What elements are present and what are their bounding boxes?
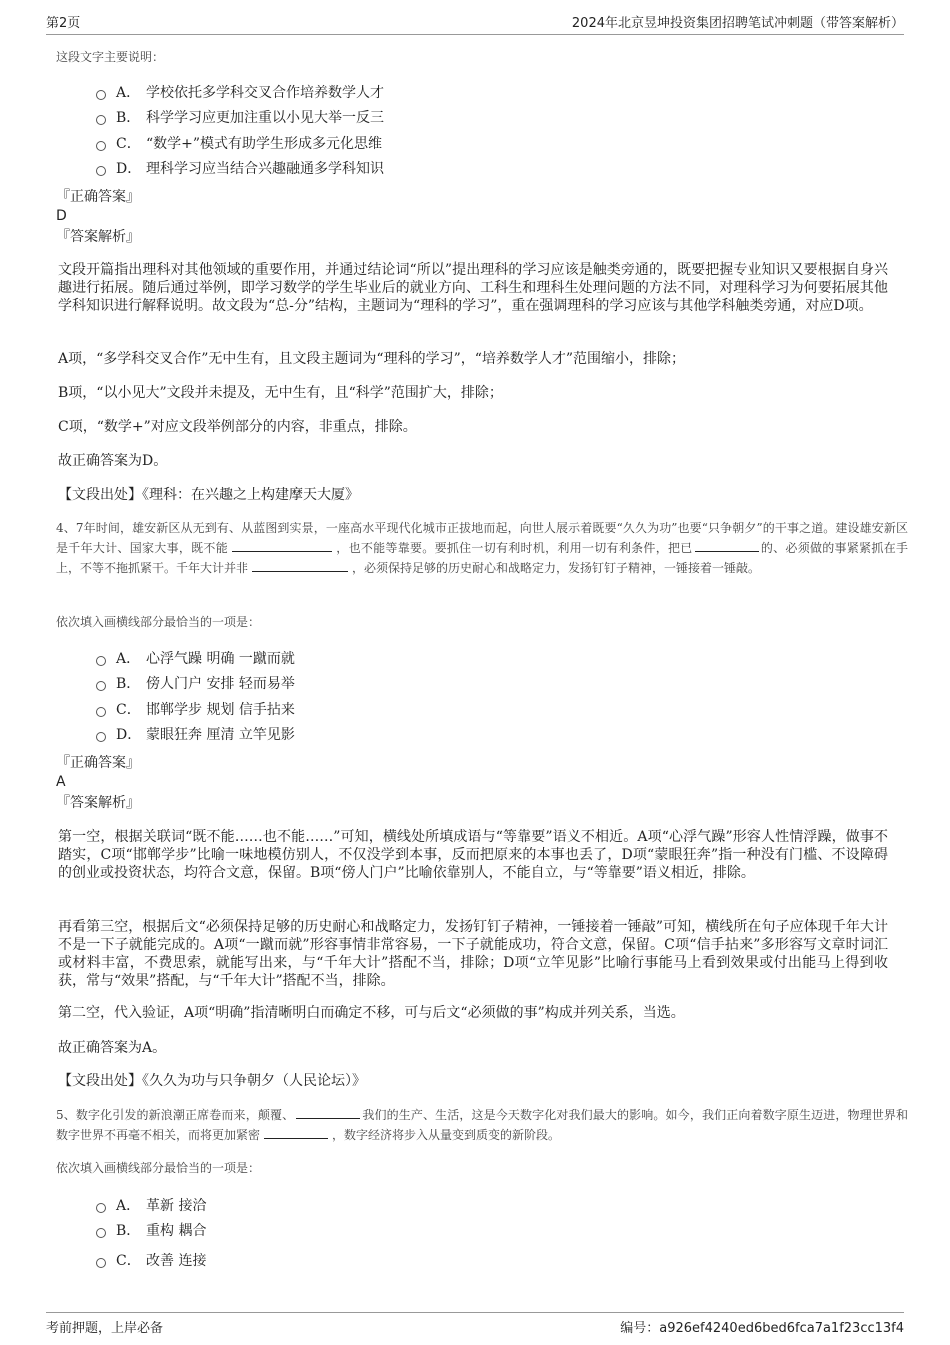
q3-stem-tail: 这段文字主要说明： (56, 50, 165, 64)
q4-analysis-p4: 故正确答案为A。 (58, 1040, 167, 1056)
radio-icon[interactable] (96, 1228, 106, 1238)
q3-source: 【文段出处】《理科：在兴趣之上构建摩天大厦》 (58, 487, 359, 503)
q5-stem: 5、数字化引发的新浪潮正席卷而来，颠覆、 我们的生产、生活，这是今天数字化对我们最大的影响。如今，我们正向着数字原生迈进，物理世界和数字世界不再毫不相关，而将更加紧密 ，数字经济将步入从量变到质变的新阶段。 (56, 1108, 908, 1142)
q3-analysis-p2: A项，“多学科交叉合作”无中生有，且文段主题词为“理科的学习”，“培养数学人才”范围缩小，排除； (58, 351, 686, 367)
radio-icon[interactable] (96, 732, 106, 742)
q3-option-a[interactable]: A． 学校依托多学科交叉合作培养数学人才 (96, 83, 384, 103)
q3-analysis-p3: B项，“以小见大”文段并未提及，无中生有，且“科学”范围扩大，排除； (58, 385, 503, 401)
q5-prompt: 依次填入画横线部分最恰当的一项是： (56, 1161, 261, 1175)
q5-option-c[interactable]: C． 改善 连接 (96, 1251, 206, 1271)
q3-option-b[interactable]: B． 科学学习应更加注重以小见大举一反三 (96, 108, 384, 128)
q4-stem: 4、7年时间，雄安新区从无到有、从蓝图到实景，一座高水平现代化城市正拔地而起，向世人展示着既要“久久为功”也要“只争朝夕”的干事之道。建设雄安新区是千年大计、国家大事，既不能 ，也不能等靠要。要抓住一切有利时机，利用一切有利条件，把已 的、必须做的事紧紧抓在手上，不等不拖抓紧干。千年大计并非 ，必须保持足够的历史耐心和战略定力，发扬钉钉子精神，一锤接着一锤敲。 (56, 521, 908, 575)
q3-analysis-label: 『答案解析』 (56, 229, 140, 245)
footer-serial: 编号：a926ef4240ed6bed6fca7a1f23cc13f4 (620, 1321, 904, 1336)
q5-option-a[interactable]: A． 革新 接洽 (96, 1196, 206, 1216)
footer-slogan: 考前押题，上岸必备 (46, 1321, 164, 1336)
q4-blank-3 (252, 559, 348, 572)
q4-blank-1 (232, 539, 332, 552)
q4-analysis-p3: 第二空，代入验证，A项“明确”指清晰明白而确定不移，可与后文“必须做的事”构成并列关系，当选。 (58, 1005, 685, 1021)
page-number: 第2页 (46, 16, 81, 31)
q3-analysis-p1: 文段开篇指出理科对其他领域的重要作用，并通过结论词“所以”提出理科的学习应该是触类旁通的，既要把握专业知识又要根据自身兴趣进行拓展。随后通过举例，即学习数学的学生毕业后的就业方向、工科生和理科生处理问题的方法不同，对理科学习为何要拓展其他学科知识进行解释说明。故文段为“总-分”结构，主题词为“理科的学习”，重在强调理科的学习应该与其他学科触类旁通，对应D项。 (58, 262, 888, 314)
q3-option-d[interactable]: D． 理科学习应当结合兴趣融通多学科知识 (96, 159, 384, 179)
q3-option-c[interactable]: C． “数学+”模式有助学生形成多元化思维 (96, 134, 382, 154)
q4-option-b[interactable]: B． 傍人门户 安排 轻而易举 (96, 674, 295, 694)
page-header (46, 12, 904, 35)
q4-analysis-p1: 第一空，根据关联词“既不能……也不能……”可知，横线处所填成语与“等靠要”语义不相近。A项“心浮气躁”形容人性情浮躁，做事不踏实，C项“邯郸学步”比喻一味地模仿别人，不仅没学到本事，反而把原来的本事也丢了，D项“蒙眼狂奔”指一种没有门槛、不设障碍的创业或投资状态，均符合文意，保留。B项“傍人门户”比喻依靠别人，不能自立，与“等靠要”语义相近，排除。 (58, 829, 888, 881)
q4-source: 【文段出处】《久久为功与只争朝夕（人民论坛）》 (58, 1073, 366, 1089)
radio-icon[interactable] (96, 141, 106, 151)
radio-icon[interactable] (96, 115, 106, 125)
q4-option-a[interactable]: A． 心浮气躁 明确 一蹴而就 (96, 649, 295, 669)
radio-icon[interactable] (96, 1203, 106, 1213)
radio-icon[interactable] (96, 681, 106, 691)
q4-option-c[interactable]: C． 邯郸学步 规划 信手拈来 (96, 700, 295, 720)
q4-answer-label: 『正确答案』 (56, 755, 140, 771)
radio-icon[interactable] (96, 90, 106, 100)
radio-icon[interactable] (96, 166, 106, 176)
radio-icon[interactable] (96, 707, 106, 717)
q3-answer: D (56, 208, 67, 224)
q4-analysis-p2: 再看第三空，根据后文“必须保持足够的历史耐心和战略定力，发扬钉钉子精神，一锤接着一锤敲”可知，横线所在句子应体现千年大计不是一下子就能完成的。A项“一蹴而就”形容事情非常容易，一下子就能成功，符合文意，保留。C项“信手拈来”多形容写文章时词汇或材料丰富，不费思索，就能写出来，与“千年大计”搭配不当，排除；D项“立竿见影”比喻行事能马上看到效果或付出能马上得到收获，常与“效果”搭配，与“千年大计”搭配不当，排除。 (58, 919, 888, 989)
q3-answer-label: 『正确答案』 (56, 189, 140, 205)
q4-blank-2 (695, 539, 759, 552)
q4-prompt: 依次填入画横线部分最恰当的一项是： (56, 615, 261, 629)
radio-icon[interactable] (96, 1258, 106, 1268)
q5-blank-1 (296, 1106, 360, 1119)
q3-analysis-p4: C项，“数学+”对应文段举例部分的内容，非重点，排除。 (58, 419, 417, 435)
page-footer (46, 1312, 904, 1339)
q5-blank-2 (264, 1126, 328, 1139)
q4-analysis-label: 『答案解析』 (56, 795, 140, 811)
q4-answer: A (56, 774, 66, 790)
q5-option-b[interactable]: B． 重构 耦合 (96, 1221, 206, 1241)
radio-icon[interactable] (96, 656, 106, 666)
document-title: 2024年北京昱坤投资集团招聘笔试冲刺题（带答案解析） (571, 16, 904, 31)
q3-analysis-p5: 故正确答案为D。 (58, 453, 168, 469)
q4-option-d[interactable]: D． 蒙眼狂奔 厘清 立竿见影 (96, 725, 295, 745)
